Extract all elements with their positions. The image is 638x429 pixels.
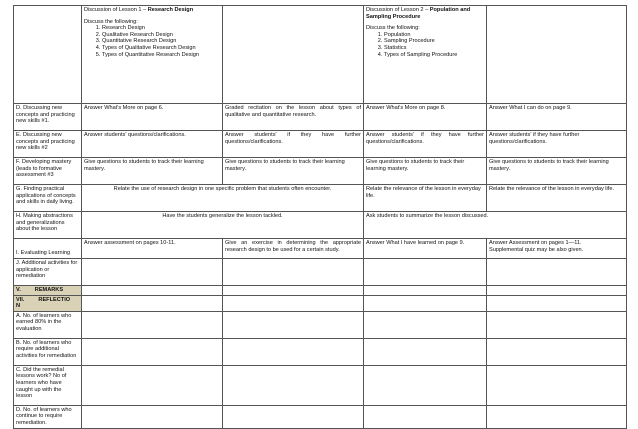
table-row-reflection-b xyxy=(14,338,627,365)
empty-cell xyxy=(82,295,223,311)
table-row-h xyxy=(14,212,627,239)
empty-cell xyxy=(487,365,627,405)
row-label: B. No. of learners who require additional activities for remediation xyxy=(14,338,82,365)
row-label: A. No. of learners who earned 80% in the evaluation xyxy=(14,311,82,338)
table-row-j xyxy=(14,259,627,286)
row-label: G. Finding practical applications of concepts and skills in daily living. xyxy=(14,185,82,212)
lesson-plan-sheet xyxy=(13,5,626,429)
table-row-d xyxy=(14,104,627,131)
table-cell: Give questions to students to track their learning mastery. xyxy=(487,158,627,185)
table-row-reflection xyxy=(14,295,627,311)
table-row-discussion xyxy=(14,6,627,104)
empty-cell xyxy=(223,338,364,365)
section-number: VII. xyxy=(16,296,25,303)
table-cell: Give an exercise in determining the appropriate research design to be used for a certain study. xyxy=(223,239,364,259)
empty-cell xyxy=(364,311,487,338)
empty-cell xyxy=(82,365,223,405)
table-row-i xyxy=(14,239,627,259)
list-item: 5. Types of Quantitative Research Design xyxy=(102,52,220,59)
empty-cell xyxy=(487,295,627,311)
empty-cell xyxy=(82,259,223,286)
lesson1-intro: Discuss the following: xyxy=(84,18,138,25)
table-cell xyxy=(487,239,627,259)
list-item: 4. Types of Sampling Procedure xyxy=(384,52,484,59)
empty-cell xyxy=(223,311,364,338)
lesson1-heading xyxy=(84,7,220,14)
table-cell: Answer What I have learned on page 9. xyxy=(364,239,487,259)
table-cell: Answer assessment on pages 10-11. xyxy=(82,239,223,259)
table-cell: Answer What's More on page 8. xyxy=(364,104,487,131)
empty-cell xyxy=(82,338,223,365)
lesson2-heading-prefix: Discussion of Lesson 2 – xyxy=(366,7,430,13)
table-cell: Relate the relevance of the lesson in everyday life. xyxy=(487,185,627,212)
empty-cell xyxy=(223,365,364,405)
empty-cell xyxy=(364,295,487,311)
table-cell: Give questions to students to track their learning mastery. xyxy=(364,158,487,185)
table-cell: Answer students' if they have further questions/clarifications. xyxy=(223,131,364,158)
table-cell: Relate the relevance of the lesson in everyday life. xyxy=(364,185,487,212)
list-item: 3. Quantitative Research Design xyxy=(102,38,220,45)
lesson1-heading-title: Research Design xyxy=(147,7,194,13)
lesson2-heading-title: Population and Sampling Procedure xyxy=(366,7,471,20)
list-item: 2. Sampling Procedure xyxy=(384,38,484,45)
row-label: E. Discussing new concepts and practicing new skills #2 xyxy=(14,131,82,158)
section-heading-remarks xyxy=(14,286,82,296)
assessment-text: Answer Assessment on pages 1—11. xyxy=(489,240,582,246)
empty-cell xyxy=(364,259,487,286)
row-label-cell xyxy=(14,239,82,259)
lesson1-cell xyxy=(82,6,223,104)
section-number: V. xyxy=(16,287,21,293)
table-cell: Answer What's More on page 6. xyxy=(82,104,223,131)
table-cell: Relate the use of research design in one specific problem that students often encounter. xyxy=(82,185,364,212)
lesson2-cell xyxy=(364,6,487,104)
empty-cell xyxy=(223,286,364,296)
table-cell: Answer students' if they have further questions/clarifications. xyxy=(364,131,487,158)
lesson2-topic-list xyxy=(366,32,484,58)
table-row-g xyxy=(14,185,627,212)
table-cell: Answer students' questions/clarifications. xyxy=(82,131,223,158)
empty-cell xyxy=(487,6,627,104)
list-item: 1. Population xyxy=(384,32,484,39)
table-cell: Ask students to summarize the lesson discussed. xyxy=(364,212,627,239)
table-row-f xyxy=(14,158,627,185)
lesson-plan-table xyxy=(13,5,627,429)
section-heading-reflection xyxy=(14,295,82,311)
list-item: 4. Types of Qualitative Research Design xyxy=(102,45,220,52)
row-label: J. Additional activities for application or remediation xyxy=(14,259,82,286)
empty-cell xyxy=(487,259,627,286)
table-row-remarks xyxy=(14,286,627,296)
lesson1-topic-list xyxy=(84,25,220,58)
empty-cell xyxy=(487,338,627,365)
empty-cell xyxy=(364,286,487,296)
lesson2-heading xyxy=(366,7,484,20)
empty-cell xyxy=(223,295,364,311)
table-cell: Have the students generalize the lesson tackled. xyxy=(82,212,364,239)
list-item: 3. Statistics xyxy=(384,45,484,52)
empty-cell xyxy=(487,311,627,338)
table-cell: Give questions to students to track their learning mastery. xyxy=(82,158,223,185)
table-cell: Answer What I can do on page 9. xyxy=(487,104,627,131)
table-cell: Give questions to students to track their learning mastery. xyxy=(223,158,364,185)
empty-cell xyxy=(364,338,487,365)
table-row-reflection-c xyxy=(14,365,627,405)
row-label: H. Making abstractions and generalizations about the lesson xyxy=(14,212,82,239)
empty-cell xyxy=(82,286,223,296)
supplemental-quiz-text: Supplemental quiz may be also given. xyxy=(489,246,584,253)
empty-cell xyxy=(223,6,364,104)
list-item: 1. Research Design xyxy=(102,25,220,32)
empty-cell xyxy=(82,311,223,338)
table-row-e xyxy=(14,131,627,158)
row-label: F. Developing mastery (leads to formative assessment #3 xyxy=(14,158,82,185)
table-cell: Answer students' if they have further questions/clarifications. xyxy=(487,131,627,158)
empty-cell xyxy=(223,259,364,286)
section-title: REFLECTION xyxy=(16,296,71,310)
row-label: D. Discussing new concepts and practicing new skills #1. xyxy=(14,104,82,131)
empty-cell xyxy=(487,286,627,296)
empty-cell xyxy=(364,365,487,405)
lesson2-intro: Discuss the following: xyxy=(366,25,420,32)
list-item: 2. Qualitative Research Design xyxy=(102,32,220,39)
lesson1-heading-prefix: Discussion of Lesson 1 – xyxy=(84,7,148,13)
section-title: REMARKS xyxy=(34,287,64,293)
row-label: D. No. of learners who continue to require remediation. xyxy=(14,405,82,428)
row-label: I. Evaluating Learning xyxy=(16,250,71,257)
row-label: C. Did the remedial lessons work? No of learners who have caught up with the lesson xyxy=(14,365,82,405)
table-row-reflection-a xyxy=(14,311,627,338)
table-cell: Graded recitation on the lesson about types of qualitative and quantitative research. xyxy=(223,104,364,131)
row-label-cell xyxy=(14,6,82,104)
